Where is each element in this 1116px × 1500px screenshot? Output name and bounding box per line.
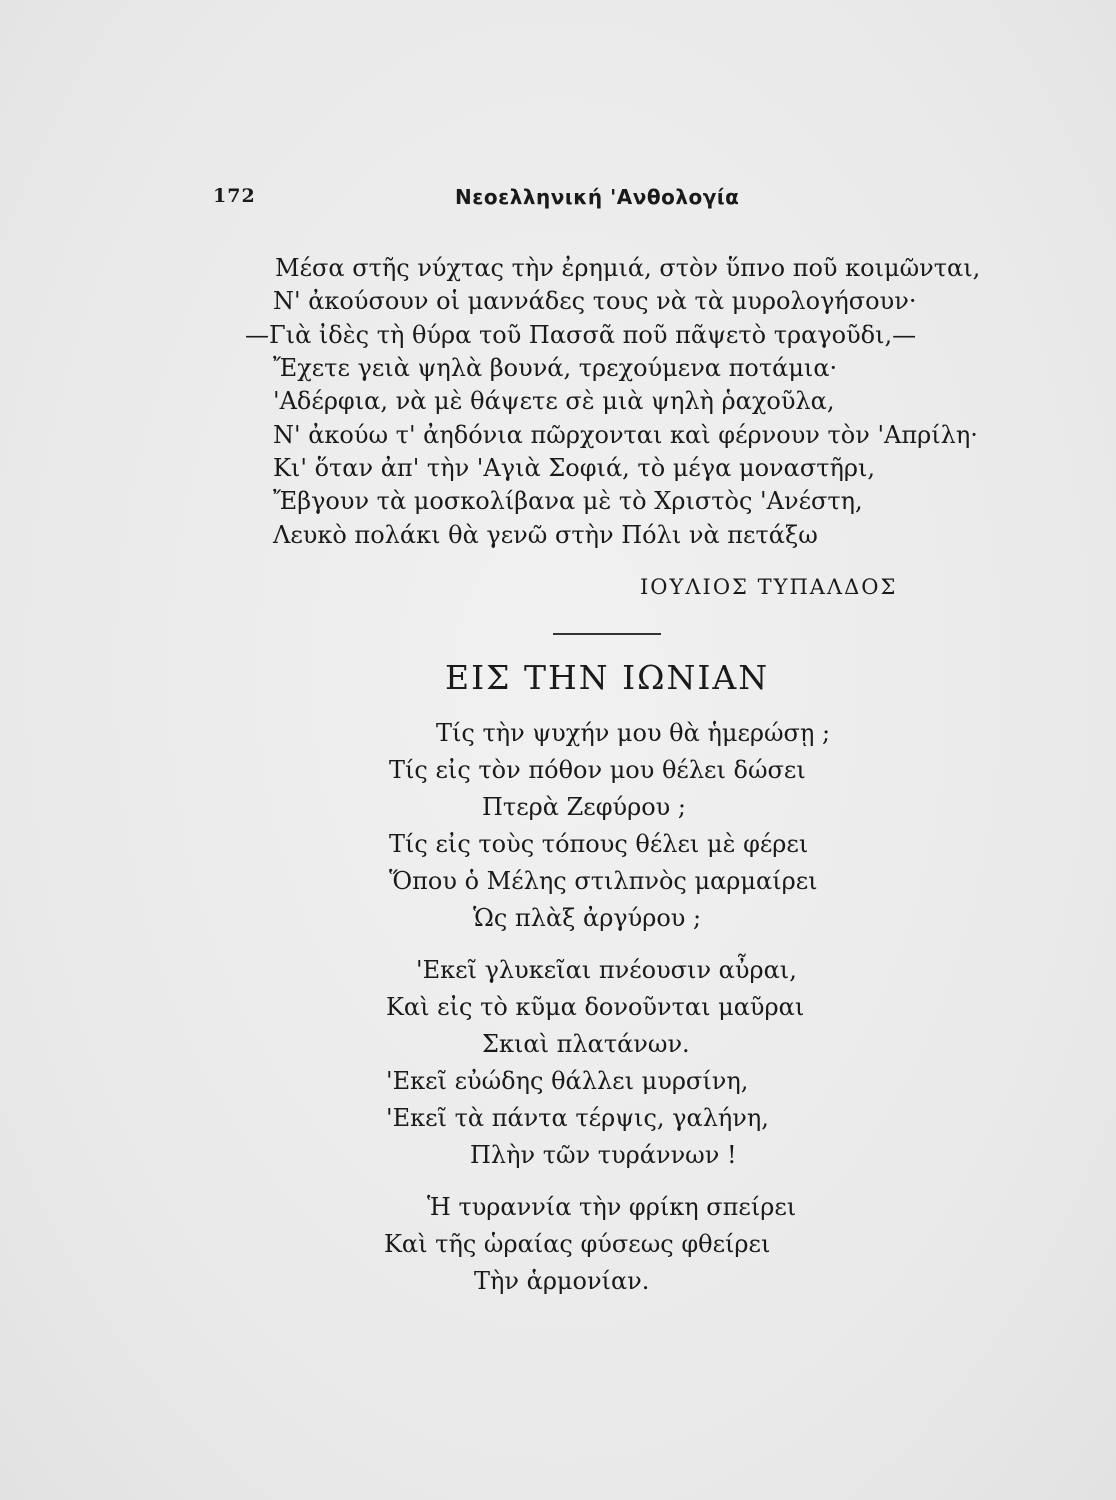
poem-line: Ἔβγουν τὰ μοσκολίβανα μὲ τὸ Χριστὸς 'Ανέστη, — [273, 487, 863, 515]
poem-line: Μέσα στῆς νύχτας τὴν ἐρημιά, στὸν ὕπνο ποῦ κοιμῶνται, — [275, 254, 981, 282]
poem-line: Ν' ἀκούω τ' ἀηδόνια πῶρχονται καὶ φέρνουν τὸν 'Απρίλη· — [273, 421, 978, 449]
poem-line: Ν' ἀκούσουν οἱ μαννάδες τους νὰ τὰ μυρολογήσουν· — [273, 287, 917, 315]
poem-line: 'Εκεῖ εὐώδης θάλλει μυρσίνη, — [386, 1067, 749, 1095]
poem-author: ΙΟΥΛΙΟΣ ΤΥΠΑΛΔΟΣ — [640, 575, 898, 599]
poem-line: —Γιὰ ἰδὲς τὴ θύρα τοῦ Πασσᾶ ποῦ πᾶψετὸ τραγοῦδι,— — [245, 321, 917, 349]
page-number: 172 — [213, 185, 256, 207]
poem-line: Ἡ τυραννία τὴν φρίκη σπείρει — [427, 1193, 797, 1221]
running-title: Νεοελληνική 'Ανθολογία — [455, 185, 740, 209]
poem-line: Ἔχετε γειὰ ψηλὰ βουνά, τρεχούμενα ποτάμια· — [273, 354, 838, 382]
poem-line: Καὶ τῆς ὡραίας φύσεως φθείρει — [384, 1230, 771, 1258]
section-divider — [553, 633, 661, 635]
poem-line: Ὡς πλὰξ ἀργύρου ; — [473, 904, 702, 932]
poem-line: Λευκὸ πολάκι θὰ γενῶ στὴν Πόλι νὰ πετάξω — [273, 521, 818, 549]
poem-title: ΕΙΣ ΤΗΝ ΙΩΝΙΑΝ — [445, 658, 770, 697]
poem-line: Τίς εἰς τὸν πόθον μου θέλει δώσει — [389, 756, 806, 784]
poem-line: 'Αδέρφια, νὰ μὲ θάψετε σὲ μιὰ ψηλὴ ῥαχοῦλα, — [273, 387, 835, 415]
poem-line: Σκιαὶ πλατάνων. — [482, 1030, 690, 1058]
poem-line: Πλὴν τῶν τυράννων ! — [470, 1141, 737, 1169]
poem-line: Τίς τὴν ψυχήν μου θὰ ἡμερώσῃ ; — [436, 719, 831, 747]
poem-line: 'Εκεῖ γλυκεῖαι πνέουσιν αὖραι, — [416, 956, 797, 984]
poem-line: Πτερὰ Ζεφύρου ; — [482, 793, 686, 821]
poem-line: Τίς εἰς τοὺς τόπους θέλει μὲ φέρει — [389, 830, 809, 858]
poem-line: Ὅπου ὁ Μέλης στιλπνὸς μαρμαίρει — [389, 867, 818, 895]
page-header — [0, 185, 1116, 215]
poem-line: Τὴν ἁρμονίαν. — [474, 1267, 650, 1295]
poem-line: Κι' ὅταν ἀπ' τὴν 'Αγιὰ Σοφιά, τὸ μέγα μοναστῆρι, — [273, 454, 876, 482]
poem-line: Καὶ εἰς τὸ κῦμα δονοῦνται μαῦραι — [386, 993, 805, 1021]
poem-line: 'Εκεῖ τὰ πάντα τέρψις, γαλήνη, — [386, 1104, 769, 1132]
